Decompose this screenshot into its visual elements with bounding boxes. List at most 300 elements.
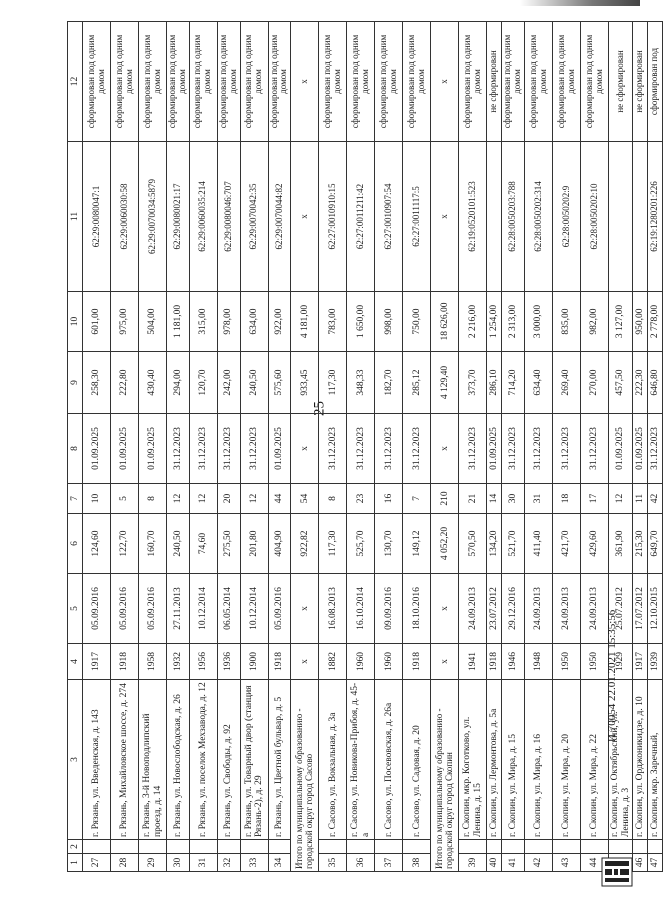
cell-n: 14 [487, 484, 502, 514]
table-row [375, 22, 403, 872]
cell-s: 117,30 [319, 514, 347, 574]
cell-cad: 62:29:0080046:707 [217, 142, 240, 292]
cell-year: 1948 [525, 644, 553, 680]
cell-st: х [291, 22, 319, 142]
cell-n: 12 [189, 484, 217, 514]
cell-sub [459, 840, 487, 854]
cell-st: сформирован под одним домом [139, 22, 167, 142]
cell-d: х [291, 574, 319, 644]
table-row [240, 22, 268, 872]
table-row [217, 22, 240, 872]
cell-d: 10.12.2014 [189, 574, 217, 644]
cell-n: 8 [319, 484, 347, 514]
header-row [68, 22, 83, 872]
cell-s: 201,80 [240, 514, 268, 574]
cell-st: сформирован под одним домом [83, 22, 111, 142]
cell-cad: х [431, 142, 459, 292]
cell-addr: г. Скопин, ул. Мира, д. 16 [525, 680, 553, 840]
cell-addr: г. Сасово, ул. Новикова-Прибоя, д. 45-а [347, 680, 375, 840]
cell-sub [319, 840, 347, 854]
cell-q: 2 313,00 [502, 292, 525, 352]
cell-d: 31.12.2023 [167, 414, 190, 484]
table-row [487, 22, 502, 872]
cell-addr: г. Скопин, ул. Октябрьский, ул. Ленина, д. 3 [609, 680, 633, 840]
cell-no: 27 [83, 854, 111, 872]
header-cell: 12 [68, 22, 83, 142]
cell-no: 31 [189, 854, 217, 872]
cell-addr: Итого по муниципальному образованию - городской округ город Скопин [431, 680, 459, 872]
cell-st: сформирован под [648, 22, 663, 142]
cell-year: 1950 [553, 644, 581, 680]
cell-p: 634,40 [525, 352, 553, 414]
cell-q: 601,00 [83, 292, 111, 352]
table-row [319, 22, 347, 872]
cell-d: 27.11.2013 [167, 574, 190, 644]
cell-q: 750,00 [403, 292, 431, 352]
cell-addr: г. Скопин, ул. Орджоникидзе, д. 10 [633, 680, 648, 840]
cell-q: 975,00 [111, 292, 139, 352]
cell-st: х [431, 22, 459, 142]
cell-s: 215,30 [633, 514, 648, 574]
cell-sub [609, 840, 633, 854]
header-cell: 11 [68, 142, 83, 292]
cell-sub [525, 840, 553, 854]
cell-addr: г. Рязань, ул. Введенская, д. 143 [83, 680, 111, 840]
cell-d: 31.12.2023 [648, 414, 663, 484]
cell-d: 01.09.2025 [609, 414, 633, 484]
cell-year: 1918 [111, 644, 139, 680]
cell-d: 01.09.2025 [487, 414, 502, 484]
cell-n: 12 [240, 484, 268, 514]
cell-no: 38 [403, 854, 431, 872]
registry-table [67, 21, 663, 872]
cell-cad [633, 142, 648, 292]
cell-p: 714,20 [502, 352, 525, 414]
cell-d: 05.09.2016 [139, 574, 167, 644]
cell-year: х [431, 644, 459, 680]
cell-p: 120,70 [189, 352, 217, 414]
cell-d: 31.12.2023 [553, 414, 581, 484]
cell-d: 31.12.2023 [217, 414, 240, 484]
cell-cad: 62:28:0050202:10 [581, 142, 609, 292]
footer-doc-id: И 70054 22.01.2021 15:35:56 [606, 609, 618, 742]
cell-cad: 62:29:0080021:17 [167, 142, 190, 292]
cell-cad: 62:19:0520101:523 [459, 142, 487, 292]
cell-year: 1917 [633, 644, 648, 680]
cell-s: 160,70 [139, 514, 167, 574]
cell-sub [648, 840, 663, 854]
cell-year: 1946 [502, 644, 525, 680]
cell-d: 09.09.2016 [375, 574, 403, 644]
table-row [633, 22, 648, 872]
cell-st: сформирован под одним домом [502, 22, 525, 142]
cell-p: 258,30 [83, 352, 111, 414]
cell-st: сформирован под одним домом [375, 22, 403, 142]
cell-no: 36 [347, 854, 375, 872]
cell-no: 41 [502, 854, 525, 872]
cell-s: 240,50 [167, 514, 190, 574]
cell-sub [189, 840, 217, 854]
cell-d: 31.12.2023 [189, 414, 217, 484]
cell-n: 12 [609, 484, 633, 514]
cell-n: 10 [83, 484, 111, 514]
header-cell: 6 [68, 514, 83, 574]
header-cell: 1 [68, 854, 83, 872]
cell-sub [240, 840, 268, 854]
cell-addr: г. Рязань, ул. Товарный двор (станция Рязань-2), д. 29 [240, 680, 268, 840]
cell-no: 32 [217, 854, 240, 872]
cell-cad: 62:27:0011117:5 [403, 142, 431, 292]
cell-p: 222,30 [633, 352, 648, 414]
cell-sub [487, 840, 502, 854]
table-row [167, 22, 190, 872]
cell-st: сформирован под одним домом [403, 22, 431, 142]
cell-st: сформирован под одним домом [347, 22, 375, 142]
cell-addr: г. Скопин, мкр. Коготково, ул. Ленина, д. 15 [459, 680, 487, 840]
cell-n: 8 [139, 484, 167, 514]
cell-s: 421,70 [553, 514, 581, 574]
cell-st: сформирован под одним домом [459, 22, 487, 142]
cell-d: 18.10.2016 [403, 574, 431, 644]
cell-addr: г. Рязань, ул. Цветной бульвар, д. 5 [268, 680, 291, 840]
cell-s: 74,60 [189, 514, 217, 574]
cell-q: 634,00 [240, 292, 268, 352]
cell-addr: г. Сасово, ул. Вокзальная, д. 3а [319, 680, 347, 840]
cell-n: 30 [502, 484, 525, 514]
cell-q: 950,00 [633, 292, 648, 352]
cell-p: 457,50 [609, 352, 633, 414]
cell-sub [83, 840, 111, 854]
cell-d: 31.12.2023 [240, 414, 268, 484]
table-row [581, 22, 609, 872]
cell-p: 933,45 [291, 352, 319, 414]
cell-d: 29.12.2016 [502, 574, 525, 644]
cell-p: 286,10 [487, 352, 502, 414]
cell-year: х [291, 644, 319, 680]
cell-st: сформирован под одним домом [189, 22, 217, 142]
cell-st: сформирован под одним домом [268, 22, 291, 142]
table-row [189, 22, 217, 872]
cell-cad: 62:29:0060035:214 [189, 142, 217, 292]
cell-p: 242,00 [217, 352, 240, 414]
page-number: 25 [311, 401, 328, 416]
cell-sub [347, 840, 375, 854]
table-row [525, 22, 553, 872]
cell-s: 411,40 [525, 514, 553, 574]
cell-addr: г. Скопин, ул. Мира, д. 15 [502, 680, 525, 840]
table-row [553, 22, 581, 872]
cell-n: 20 [217, 484, 240, 514]
cell-no: 34 [268, 854, 291, 872]
header-cell: 5 [68, 574, 83, 644]
cell-st: сформирован под одним домом [167, 22, 190, 142]
cell-no: 29 [139, 854, 167, 872]
cell-p: 4 129,40 [431, 352, 459, 414]
cell-s: 134,20 [487, 514, 502, 574]
cell-no: 30 [167, 854, 190, 872]
cell-sub [375, 840, 403, 854]
cell-p: 270,00 [581, 352, 609, 414]
cell-n: 7 [403, 484, 431, 514]
cell-no: 46 [633, 854, 648, 872]
cell-p: 348,33 [347, 352, 375, 414]
cell-st: сформирован под одним домом [240, 22, 268, 142]
table-row [403, 22, 431, 872]
cell-no: 35 [319, 854, 347, 872]
cell-q: 998,00 [375, 292, 403, 352]
cell-no: 33 [240, 854, 268, 872]
cell-p: 222,80 [111, 352, 139, 414]
cell-d: х [431, 574, 459, 644]
cell-year: 1918 [268, 644, 291, 680]
cell-year: 1960 [347, 644, 375, 680]
cell-cad: 62:27:0010907:54 [375, 142, 403, 292]
cell-d: х [291, 414, 319, 484]
cell-d: 31.12.2023 [347, 414, 375, 484]
cell-year: 1932 [167, 644, 190, 680]
cell-d: 24.09.2013 [459, 574, 487, 644]
table-row [609, 22, 633, 872]
table-row [459, 22, 487, 872]
cell-cad: 62:29:0070042:35 [240, 142, 268, 292]
cell-d: 01.09.2025 [83, 414, 111, 484]
header-cell: 7 [68, 484, 83, 514]
cell-no: 47 [648, 854, 663, 872]
cell-no: 42 [525, 854, 553, 872]
cell-sub [167, 840, 190, 854]
header-cell: 8 [68, 414, 83, 484]
cell-sub [139, 840, 167, 854]
cell-addr: г. Скопин, мкр. Заречный, [648, 680, 663, 840]
cell-no: 28 [111, 854, 139, 872]
cell-sub [581, 840, 609, 854]
cell-d: 31.12.2023 [581, 414, 609, 484]
cell-q: 978,00 [217, 292, 240, 352]
cell-p: 240,50 [240, 352, 268, 414]
cell-year: 1918 [487, 644, 502, 680]
cell-st: сформирован под одним домом [581, 22, 609, 142]
table-row [648, 22, 663, 872]
cell-year: 1956 [189, 644, 217, 680]
header-cell: 2 [68, 840, 83, 854]
cell-p: 430,40 [139, 352, 167, 414]
header-cell: 9 [68, 352, 83, 414]
cell-d: 31.12.2023 [459, 414, 487, 484]
cell-addr: г. Рязань, Михайловское шоссе, д. 274 [111, 680, 139, 840]
cell-no: 43 [553, 854, 581, 872]
cell-addr: г. Скопин, ул. Лермонтова, д. 5а [487, 680, 502, 840]
cell-d: 12.10.2015 [648, 574, 663, 644]
table-row [268, 22, 291, 872]
cell-q: 1 254,00 [487, 292, 502, 352]
table-row [502, 22, 525, 872]
cell-n: 44 [268, 484, 291, 514]
table-row [139, 22, 167, 872]
cell-year: 1958 [139, 644, 167, 680]
cell-p: 575,60 [268, 352, 291, 414]
cell-cad: 62:29:0060030:58 [111, 142, 139, 292]
cell-addr: г. Рязань, ул. Свободы, д. 92 [217, 680, 240, 840]
cell-d: 24.09.2013 [553, 574, 581, 644]
table-row [111, 22, 139, 872]
header-cell: 10 [68, 292, 83, 352]
cell-q: 504,00 [139, 292, 167, 352]
cell-sub [553, 840, 581, 854]
cell-d: 24.09.2013 [581, 574, 609, 644]
cell-q: 18 626,00 [431, 292, 459, 352]
table-row [347, 22, 375, 872]
cell-s: 122,70 [111, 514, 139, 574]
cell-d: 06.05.2014 [217, 574, 240, 644]
cell-cad: 62:19:1280201:226 [648, 142, 663, 292]
cell-year: 1929 [609, 644, 633, 680]
cell-q: 3 127,00 [609, 292, 633, 352]
cell-p: 117,30 [319, 352, 347, 414]
cell-s: 361,90 [609, 514, 633, 574]
cell-cad [487, 142, 502, 292]
cell-p: 182,70 [375, 352, 403, 414]
cell-year: 1941 [459, 644, 487, 680]
cell-cad: 62:29:0070044:82 [268, 142, 291, 292]
cell-q: 315,00 [189, 292, 217, 352]
cell-cad: 62:28:0050203:788 [502, 142, 525, 292]
cell-d: 05.09.2016 [83, 574, 111, 644]
cell-s: 4 052,20 [431, 514, 459, 574]
cell-addr: г. Скопин, ул. Мира, д. 22 [581, 680, 609, 840]
cell-sub [502, 840, 525, 854]
cell-addr: г. Скопин, ул. Мира, д. 20 [553, 680, 581, 840]
cell-d: 16.08.2013 [319, 574, 347, 644]
table-body [68, 22, 663, 872]
cell-d: 05.09.2016 [268, 574, 291, 644]
cell-addr: г. Рязань, 3-й Новоподлипский проезд, д. 14 [139, 680, 167, 840]
cell-q: 2 216,00 [459, 292, 487, 352]
cell-st: не сформирован [609, 22, 633, 142]
cell-s: 649,70 [648, 514, 663, 574]
cell-s: 404,90 [268, 514, 291, 574]
scan-edge [520, 0, 640, 6]
cell-p: 269,40 [553, 352, 581, 414]
cell-addr: г. Сасово, ул. Садовая, д. 20 [403, 680, 431, 840]
cell-d: 31.12.2023 [502, 414, 525, 484]
cell-d: 01.09.2025 [633, 414, 648, 484]
cell-st: сформирован под одним домом [553, 22, 581, 142]
cell-year: 1882 [319, 644, 347, 680]
cell-d: 16.10.2014 [347, 574, 375, 644]
cell-q: 1 650,00 [347, 292, 375, 352]
cell-no: 37 [375, 854, 403, 872]
cell-addr: г. Рязань, ул. Новослободская, д. 26 [167, 680, 190, 840]
cell-d: 01.09.2025 [111, 414, 139, 484]
cell-n: 17 [581, 484, 609, 514]
cell-q: 835,00 [553, 292, 581, 352]
cell-st: сформирован под одним домом [525, 22, 553, 142]
cell-s: 130,70 [375, 514, 403, 574]
cell-no: 44 [581, 854, 609, 872]
header-cell: 3 [68, 680, 83, 840]
cell-cad: 62:28:0050202:9 [553, 142, 581, 292]
cell-s: 525,70 [347, 514, 375, 574]
cell-d: 31.12.2023 [525, 414, 553, 484]
cell-d: 05.09.2016 [111, 574, 139, 644]
cell-q: 783,00 [319, 292, 347, 352]
cell-q: 4 181,00 [291, 292, 319, 352]
cell-sub [217, 840, 240, 854]
cell-s: 275,50 [217, 514, 240, 574]
cell-n: 42 [648, 484, 663, 514]
cell-year: 1936 [217, 644, 240, 680]
cell-year: 1918 [403, 644, 431, 680]
cell-d: 31.12.2023 [375, 414, 403, 484]
cell-cad: 62:28:0050202:314 [525, 142, 553, 292]
cell-q: 3 000,00 [525, 292, 553, 352]
cell-d: 10.12.2014 [240, 574, 268, 644]
cell-cad: х [291, 142, 319, 292]
table-row [83, 22, 111, 872]
cell-d: 25.07.2012 [609, 574, 633, 644]
cell-q: 982,00 [581, 292, 609, 352]
cell-n: 54 [291, 484, 319, 514]
cell-cad [609, 142, 633, 292]
cell-sub [268, 840, 291, 854]
header-cell: 4 [68, 644, 83, 680]
cell-s: 922,82 [291, 514, 319, 574]
cell-n: 31 [525, 484, 553, 514]
cell-p: 373,70 [459, 352, 487, 414]
cell-st: сформирован под одним домом [217, 22, 240, 142]
cell-d: х [431, 414, 459, 484]
cell-cad: 62:29:0070034:5879 [139, 142, 167, 292]
cell-p: 285,12 [403, 352, 431, 414]
cell-no: 40 [487, 854, 502, 872]
cell-s: 521,70 [502, 514, 525, 574]
cell-st: не сформирован [487, 22, 502, 142]
cell-n: 210 [431, 484, 459, 514]
total-row [291, 22, 319, 872]
cell-year: 1900 [240, 644, 268, 680]
cell-n: 16 [375, 484, 403, 514]
cell-d: 01.09.2025 [268, 414, 291, 484]
cell-addr: Итого по муниципальному образованию - городской округ город Сасово [291, 680, 319, 872]
cell-n: 11 [633, 484, 648, 514]
cell-d: 31.12.2023 [319, 414, 347, 484]
qr-stamp [602, 858, 632, 886]
cell-year: 1939 [648, 644, 663, 680]
cell-st: не сформирован [633, 22, 648, 142]
total-row [431, 22, 459, 872]
cell-d: 23.07.2012 [487, 574, 502, 644]
cell-addr: г. Рязань, ул. поселок Мехзавода, д. 12 [189, 680, 217, 840]
cell-d: 31.12.2023 [403, 414, 431, 484]
cell-cad: 62:27:0011211:42 [347, 142, 375, 292]
cell-year: 1960 [375, 644, 403, 680]
cell-s: 429,60 [581, 514, 609, 574]
cell-n: 12 [167, 484, 190, 514]
cell-d: 01.09.2025 [139, 414, 167, 484]
cell-year: 1950 [581, 644, 609, 680]
cell-cad: 62:27:0010910:15 [319, 142, 347, 292]
cell-sub [403, 840, 431, 854]
cell-cad: 62:29:0080047:1 [83, 142, 111, 292]
cell-sub [633, 840, 648, 854]
cell-year: 1917 [83, 644, 111, 680]
cell-p: 294,00 [167, 352, 190, 414]
cell-s: 570,50 [459, 514, 487, 574]
cell-sub [111, 840, 139, 854]
cell-s: 149,12 [403, 514, 431, 574]
cell-addr: г. Сасово, ул. Посевовская, д. 26а [375, 680, 403, 840]
cell-q: 922,00 [268, 292, 291, 352]
